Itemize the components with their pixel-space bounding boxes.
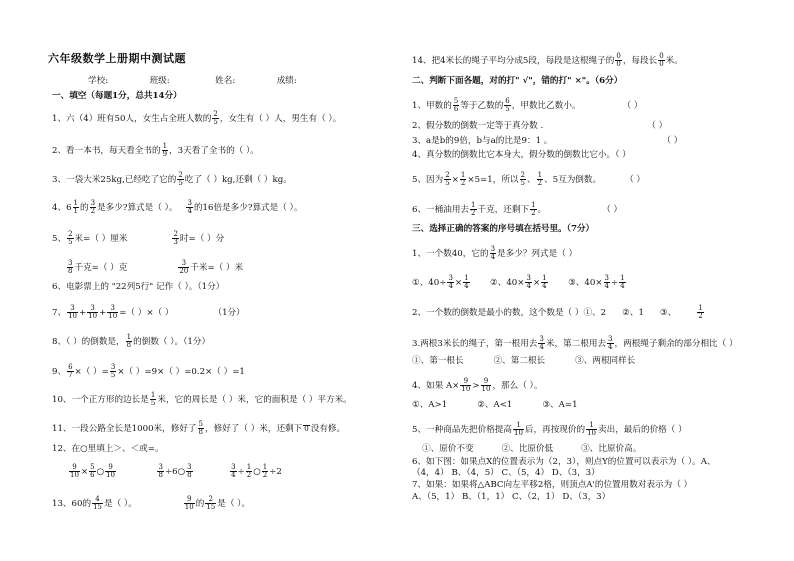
fraction: $\frac{2}{5}$ xyxy=(520,171,525,187)
fraction: $\frac{3}{5}$ xyxy=(110,363,116,379)
fraction: 0 xyxy=(304,424,309,433)
section-1-heading: 一、填空（每题1分，总共14分） xyxy=(52,91,182,101)
fraction: $\frac{1}{2}$ xyxy=(471,201,476,217)
fraction: $\frac{1}{2}$ xyxy=(537,171,543,187)
fraction: $\frac{3}{4}$ xyxy=(604,274,609,290)
fraction: $\frac{1}{8}$ xyxy=(126,333,132,349)
score-label: 成绩: xyxy=(276,76,297,86)
question-11: 11、一段公路全长是1000米，修好了 $\frac{5}{8}$ ，修好了（ ）米，还剩下 0 没有修。 xyxy=(52,420,346,436)
judge-2: 2、假分数的倒数一定等于真分数 . （ ） xyxy=(412,121,668,131)
question-4: 4、6 $\frac{1}{1}$ 的 $\frac{3}{2}$ 是多少?算式是（ ）。 $\frac{3}{4}$ 的16倍是多少?算式是（ ）。 xyxy=(52,199,303,215)
fraction: $\frac{1}{2}$ xyxy=(531,201,536,217)
fraction: $\frac{3}{10}$ xyxy=(108,304,118,320)
fraction: $\frac{2}{5}$ xyxy=(213,110,218,126)
fraction: $\frac{2}{5}$ xyxy=(178,171,183,187)
fraction: $\frac{3}{8}$ xyxy=(187,463,192,479)
choice-1-options: ①、40÷ $\frac{3}{4}$ × $\frac{1}{4}$ ②、40× $\frac{3}{4}$ × $\frac{1}{4}$ ③、40× $\frac{3}{4}$ ÷ $\frac{1}{4}$ xyxy=(412,274,625,290)
choice-3: 3.两根3米长的绳子，第一根用去 $\frac{3}{4}$ 米，第二根用去 $\frac{3}{4}$ ，两根绳子剩余的部分相比（ ） xyxy=(412,335,738,351)
choice-7-options: A、（5，1） B、（1，1） C、（2，1） D、（3，3） xyxy=(412,492,611,502)
page-title: 六年级数学上册期中测试题 xyxy=(48,52,186,65)
question-12: 12、在○里填上＞、＜或=。 xyxy=(52,444,164,454)
section-3-heading: 三、选择正确的答案的序号填在括号里。（7分） xyxy=(412,224,595,234)
fraction: $\frac{6}{5}$ xyxy=(505,97,510,113)
fraction: $\frac{1}{2}$ xyxy=(246,463,252,479)
fraction: $\frac{3}{4}$ xyxy=(187,199,192,215)
fraction: $\frac{3}{2}$ xyxy=(90,199,96,215)
left-column xyxy=(52,0,392,561)
question-2: 2、看一本书，每天看全书的 $\frac{1}{9}$ ，3天看了全书的（ ）。 xyxy=(52,142,259,158)
judge-3: 3、a是b的9倍，b与a的比是9：1 。 （ ） xyxy=(412,136,683,146)
school-label: 学校: xyxy=(88,76,109,86)
fraction: $\frac{9}{10}$ xyxy=(106,463,116,479)
fraction: $\frac{3}{4}$ xyxy=(490,245,496,261)
fraction: $\frac{3}{4}$ xyxy=(231,463,236,479)
judge-6: 6、一桶油用去 $\frac{1}{2}$ 千克，还剩下 $\frac{1}{2}$ 。 （ ） xyxy=(412,201,623,217)
fraction: $\frac{9}{10}$ xyxy=(481,377,491,393)
fraction: $\frac{2}{3}$ xyxy=(173,230,178,246)
choice-4-options: ①、A>1 ②、A<1 ③、A=1 xyxy=(412,400,578,410)
class-label: 班级: xyxy=(149,76,170,86)
question-3: 3、一袋大米25kg,已经吃了它的 $\frac{2}{5}$ 吃了（ ）kg,还剩（ ）kg。 xyxy=(52,171,292,187)
fraction: $\frac{3}{10}$ xyxy=(88,304,98,320)
fraction: $\frac{3}{10}$ xyxy=(68,304,77,320)
fraction: $\frac{1}{5}$ xyxy=(150,391,156,407)
fraction: $\frac{3}{8}$ xyxy=(68,259,73,275)
choice-6: 6、如下图：如果点X的位置表示为（2，3），则点Y的位置可以表示为（ ）。A、 xyxy=(412,457,716,467)
fraction: $\frac{1}{4}$ xyxy=(464,274,469,290)
fraction: $\frac{9}{10}$ xyxy=(461,377,471,393)
question-14: 14、把4米长的绳子平均分成5段，每段是这根绳子的 $\frac{0}{0}$ ，每段长 $\frac{0}{0}$ 米。 xyxy=(412,52,683,68)
section-2-heading: 二、判断下面各题，对的打" √"，错的打" ×"。（6分） xyxy=(412,76,623,86)
choice-3-options: ①、第一根长 ②、第二根长 ③、两根同样长 xyxy=(412,356,636,366)
fraction: $\frac{1}{4}$ xyxy=(620,274,625,290)
fraction: $\frac{1}{4}$ xyxy=(542,274,547,290)
fraction: $\frac{3}{20}$ xyxy=(179,259,189,275)
fraction: $\frac{3}{4}$ xyxy=(608,335,613,351)
fraction: $\frac{1}{10}$ xyxy=(587,421,597,437)
question-10: 10、一个正方形的边长是 $\frac{1}{5}$ 米，它的周长是（ ）米，它的面积是（ ）平方米。 xyxy=(52,391,352,407)
question-12-comparisons: $\frac{9}{10}$ × $\frac{5}{6}$ ○ $\frac{9}{10}$ $\frac{3}{8}$ ÷6○ $\frac{3}{8}$ $\frac{3}{4}$ ÷ $\frac{1}{2}$ ○ $\frac{1}{2}$ ÷2 xyxy=(70,463,282,479)
right-column xyxy=(412,0,782,561)
fraction: $\frac{3}{8}$ xyxy=(158,463,163,479)
fraction: $\frac{9}{10}$ xyxy=(184,495,194,511)
question-5-row-1: 5、 $\frac{2}{5}$ 米=（ ）厘米 $\frac{2}{3}$ 时=（ ）分 xyxy=(52,230,225,246)
fraction: $\frac{3}{4}$ xyxy=(448,274,453,290)
question-5-row-2: $\frac{3}{8}$ 千克=（ ）克 $\frac{3}{20}$ 千米=（ ）米 xyxy=(68,259,244,275)
fraction: $\frac{0}{0}$ xyxy=(659,52,664,68)
fraction: $\frac{0}{0}$ xyxy=(616,52,621,68)
fraction: $\frac{3}{4}$ xyxy=(526,274,531,290)
choice-5-options: ①、原价不变 ②、比原价低 ③、比原价高。 xyxy=(422,444,642,454)
choice-5: 5、一种商品先把价格提高 $\frac{1}{10}$ 后，再按现价的 $\frac{1}{10}$ 卖出，最后的价格（ ） xyxy=(412,421,687,437)
fraction: $\frac{2}{5}$ xyxy=(445,171,450,187)
fraction: $\frac{1}{2}$ xyxy=(698,304,703,320)
question-6: 6、电影票上的 "22列5行" 记作（ ）。（1分） xyxy=(52,282,225,292)
judge-5: 5、因为 $\frac{2}{5}$ × $\frac{1}{2}$ ×5=1，所以 $\frac{2}{5}$ 、 $\frac{1}{2}$ 、5互为倒数。 （ ） xyxy=(412,171,646,187)
choice-6-options: （4，4） B、（4，5） C、（5，4） D、（3，3） xyxy=(412,468,600,478)
fraction: $\frac{4}{15}$ xyxy=(93,495,102,511)
question-1: 1、六（4）班有50人，女生占全班人数的 $\frac{2}{5}$ ，女生有（ ）人，男生有（ ）。 xyxy=(52,110,342,126)
fraction: $\frac{1}{2}$ xyxy=(460,171,466,187)
fraction: $\frac{1}{2}$ xyxy=(262,463,268,479)
fraction: $\frac{1}{10}$ xyxy=(514,421,523,437)
fraction: $\frac{3}{4}$ xyxy=(539,335,544,351)
fraction: $\frac{2}{5}$ xyxy=(68,230,73,246)
choice-2: 2、一个数的倒数是最小的数，这个数是（ ）①、2 ②、1 ③、 $\frac{1}{2}$ xyxy=(412,304,703,320)
choice-4: 4、如果 A× $\frac{9}{10}$ > $\frac{9}{10}$ ，那么（ ）。 xyxy=(412,377,543,393)
fraction: $\frac{2}{15}$ xyxy=(206,495,216,511)
question-7: 7、 $\frac{3}{10}$ + $\frac{3}{10}$ + $\frac{3}{10}$ =（ ）×（ ） （1分） xyxy=(52,304,245,320)
name-label: 姓名: xyxy=(215,76,236,86)
question-13: 13、60的 $\frac{4}{15}$ 是（ ）。 $\frac{9}{10}$ 的 $\frac{2}{15}$ 是（ ）。 xyxy=(52,495,251,511)
fraction: $\frac{9}{10}$ xyxy=(70,463,79,479)
student-info-row xyxy=(88,76,297,87)
choice-7: 7、如果：如果将△ABC向左平移2格，则顶点A'的位置用数对表示为（ ） xyxy=(412,480,693,490)
judge-4: 4、真分数的倒数比它本身大，假分数的倒数比它小。（ ） xyxy=(412,150,631,160)
judge-1: 1、甲数的 $\frac{5}{6}$ 等于乙数的 $\frac{6}{5}$ ，甲数比乙数小。 （ ） xyxy=(412,97,643,113)
choice-1: 1、一个数40，它的 $\frac{3}{4}$ 是多少？列式是（ ） xyxy=(412,245,578,261)
fraction: $\frac{5}{8}$ xyxy=(198,420,203,436)
fraction: $\frac{5}{6}$ xyxy=(453,97,459,113)
question-8: 8、（ ）的倒数是， $\frac{1}{8}$ 的倒数（ ）。（1分） xyxy=(52,333,211,349)
fraction: $\frac{1}{1}$ xyxy=(73,199,78,215)
question-9: 9、 $\frac{6}{7}$ ×（ ）= $\frac{3}{5}$ ×（ ）=9×（ ）=0.2×（ ）=1 xyxy=(52,363,245,379)
fraction: $\frac{5}{6}$ xyxy=(90,463,95,479)
fraction: $\frac{6}{7}$ xyxy=(68,363,73,379)
fraction: $\frac{1}{9}$ xyxy=(162,142,168,158)
